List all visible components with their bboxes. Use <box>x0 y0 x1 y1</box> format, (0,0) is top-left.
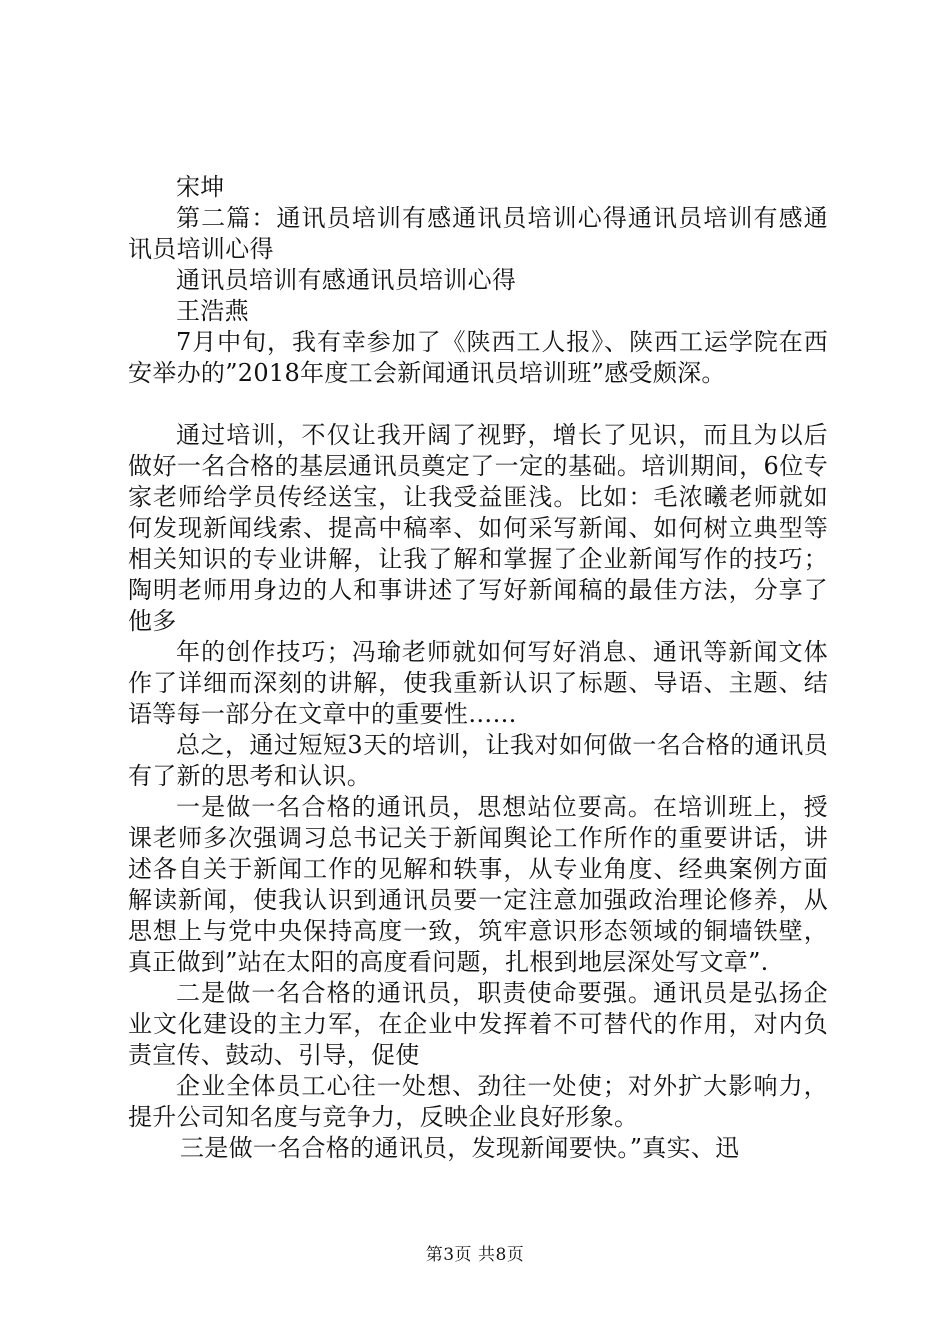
paragraph: 一是做一名合格的通讯员，思想站位要高。在培训班上，授课老师多次强调习总书记关于新闻舆论工作所作的重要讲话，讲述各自关于新闻工作的见解和轶事，从专业角度、经典案例方面解读新闻，使我认识到通讯员要一定注意加强政治理论修养，从思想上与党中央保持高度一致，筑牢意识形态领域的铜墙铁壁，真正做到”站在太阳的高度看问题，扎根到地层深处写文章”. <box>128 793 828 976</box>
article-title: 通讯员培训有感通讯员培训心得 <box>176 266 517 294</box>
paragraph: 通过培训，不仅让我开阔了视野，增长了见识，而且为以后做好一名合格的基层通讯员奠定了一定的基础。培训期间，6位专家老师给学员传经送宝，让我受益匪浅。比如：毛浓曦老师就如何发现新闻线索、提高中稿率、如何采写新闻、如何树立典型等相关知识的专业讲解，让我了解和掌握了企业新闻写作的技巧；陶明老师用身边的人和事讲述了写好新闻稿的最佳方法，分享了他多 <box>128 421 828 635</box>
paragraph: 三是做一名合格的通讯员，发现新闻要快。”真实、迅 <box>180 1134 740 1162</box>
paragraph: 7月中旬，我有幸参加了《陕西工人报》、陕西工运学院在西安举办的”2018年度工会新闻通讯员培训班”感受颇深。 <box>128 328 828 387</box>
paragraph: 企业全体员工心往一处想、劲往一处使；对外扩大影响力，提升公司知名度与竞争力，反映企业良好形象。 <box>128 1072 828 1131</box>
author-name: 宋坤 <box>176 173 225 201</box>
article-author: 王浩燕 <box>176 297 249 325</box>
chapter-heading: 第二篇：通讯员培训有感通讯员培训心得通讯员培训有感通讯员培训心得 <box>128 204 828 263</box>
paragraph: 总之，通过短短3天的培训，让我对如何做一名合格的通讯员有了新的思考和认识。 <box>128 731 828 790</box>
paragraph: 二是做一名合格的通讯员，职责使命要强。通讯员是弘扬企业文化建设的主力军，在企业中发挥着不可替代的作用，对内负责宣传、鼓动、引导，促使 <box>128 979 828 1069</box>
page-footer: 第3页 共8页 <box>425 1245 525 1265</box>
paragraph: 年的创作技巧；冯瑜老师就如何写好消息、通讯等新闻文体作了详细而深刻的讲解，使我重新认识了标题、导语、主题、结语等每一部分在文章中的重要性…… <box>128 638 828 728</box>
document-body <box>128 172 828 1164</box>
